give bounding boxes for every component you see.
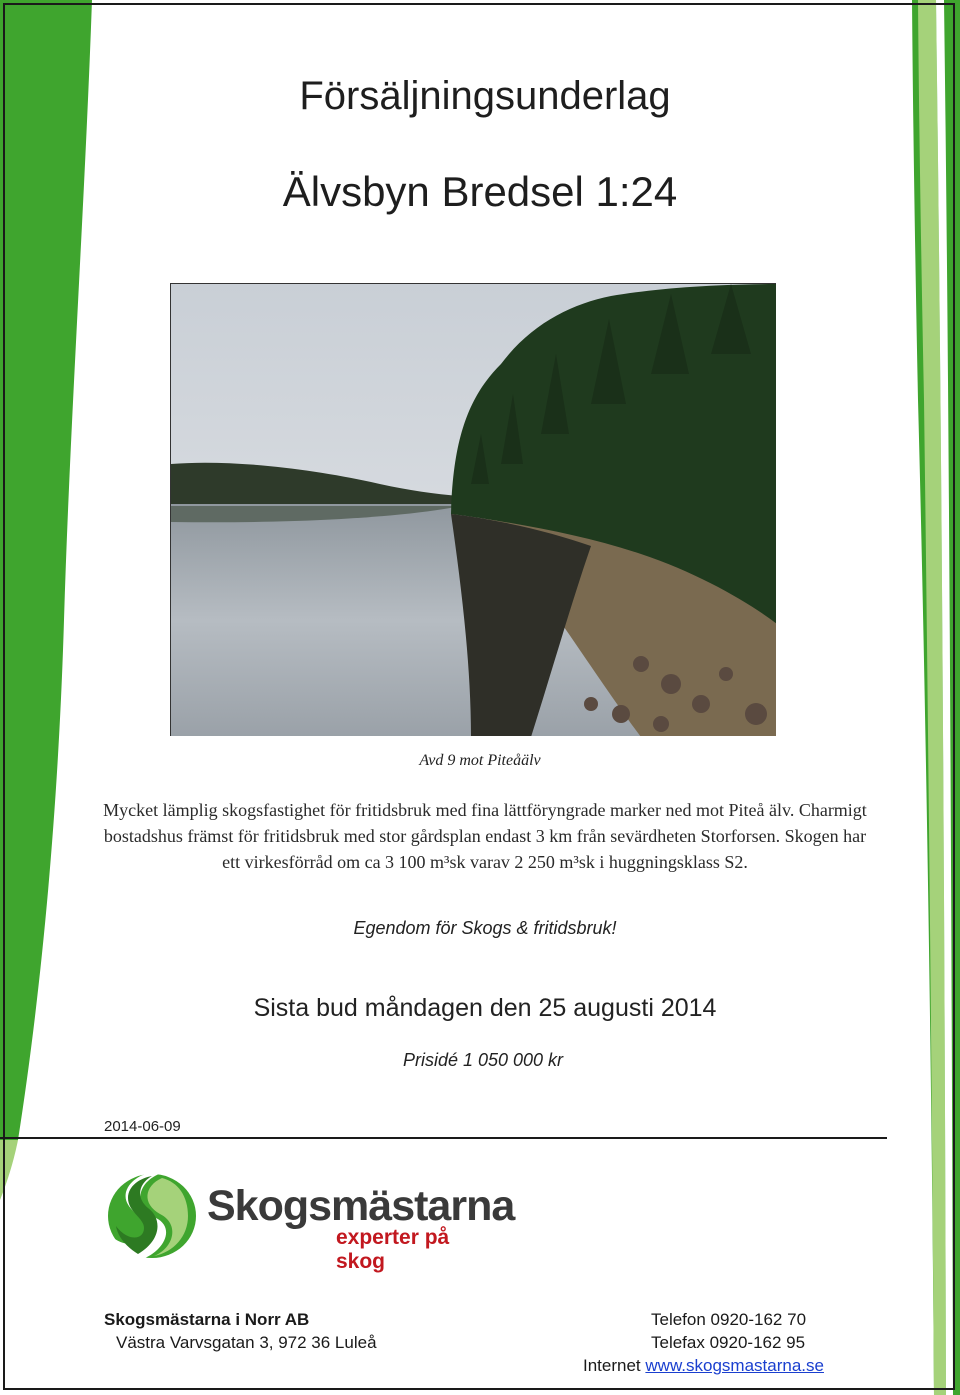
property-name: Älvsbyn Bredsel 1:24 <box>282 168 678 215</box>
document-title: Försäljningsunderlag <box>299 74 671 118</box>
property-photo <box>170 283 776 736</box>
price-idea: Prisidé 1 050 000 kr <box>402 1050 564 1070</box>
logo-slogan: experter på skog <box>336 1226 450 1273</box>
divider <box>0 1137 887 1139</box>
document-date: 2014-06-09 <box>104 1118 181 1135</box>
footer-contact <box>583 1308 883 1377</box>
internet-label: Internet <box>583 1356 641 1375</box>
company-name: Skogsmästarna i Norr AB <box>104 1310 310 1329</box>
website-link[interactable]: www.skogsmastarna.se <box>645 1356 824 1375</box>
logo-mark-icon <box>104 1168 204 1263</box>
bid-deadline: Sista bud måndagen den 25 augusti 2014 <box>253 994 717 1022</box>
website-line <box>583 1354 883 1377</box>
logo-name: Skogsmästarna <box>207 1182 515 1230</box>
company-logo <box>104 1168 515 1273</box>
company-address: Västra Varvsgatan 3, 972 36 Luleå <box>116 1333 377 1352</box>
fax-number: Telefax 0920-162 95 <box>651 1333 806 1352</box>
footer-address <box>104 1308 377 1354</box>
phone-number: Telefon 0920-162 70 <box>651 1310 807 1329</box>
property-tagline: Egendom för Skogs & fritidsbruk! <box>353 918 617 938</box>
property-description: Mycket lämplig skogsfastighet för fritidsbruk med fina lättföryngrade marker ned mot Piteå älv. Charmigt bostadshus främst för fritidsbruk med stor gårdsplan endast 3 km från sevärdheten Storforsen. Skogen har ett virkesförråd om ca 3 100 m³sk varav 2 250 m³sk i huggningsklass S2. <box>103 800 867 872</box>
photo-caption: Avd 9 mot Piteåälv <box>419 752 541 769</box>
